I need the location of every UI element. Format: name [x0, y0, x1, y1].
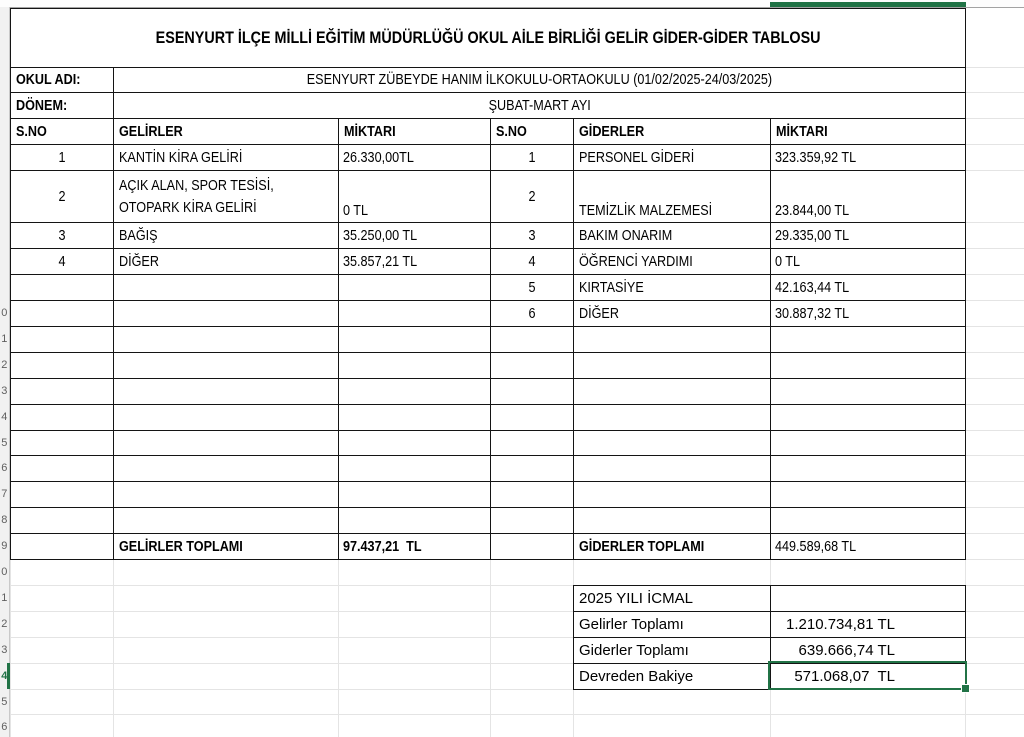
- income-total-label: GELİRLER TOPLAMI: [119, 538, 243, 555]
- empty-cell[interactable]: [11, 275, 114, 301]
- empty-cell[interactable]: [11, 405, 114, 431]
- empty-cell[interactable]: [11, 301, 114, 327]
- income-row-label[interactable]: [114, 249, 339, 275]
- empty-cell[interactable]: [114, 301, 339, 327]
- empty-cell[interactable]: [114, 275, 339, 301]
- summary-row-label: Giderler Toplamı: [579, 642, 689, 659]
- empty-cell[interactable]: [114, 327, 339, 353]
- empty-cell[interactable]: [574, 327, 771, 353]
- empty-cell[interactable]: [574, 508, 771, 534]
- expense-total-label-cell[interactable]: [574, 534, 771, 560]
- gridline: [10, 714, 1024, 715]
- summary-row-value: 639.666,74 TL: [798, 642, 895, 659]
- empty-cell[interactable]: [574, 431, 771, 456]
- empty-cell[interactable]: [11, 482, 114, 508]
- expense-row-no[interactable]: [491, 223, 574, 249]
- header-expense-sno[interactable]: [491, 119, 574, 145]
- empty-cell[interactable]: [339, 301, 491, 327]
- expense-amount: 42.163,44 TL: [775, 279, 850, 296]
- header-income-amount[interactable]: [339, 119, 491, 145]
- summary-row-label: Devreden Bakiye: [579, 668, 694, 685]
- empty-cell[interactable]: [339, 275, 491, 301]
- expense-total-amount: 449.589,68 TL: [775, 538, 857, 555]
- income-row-label[interactable]: [114, 223, 339, 249]
- empty-cell[interactable]: [771, 353, 966, 379]
- selected-row-indicator: [7, 663, 10, 689]
- expense-row-label[interactable]: [574, 301, 771, 327]
- empty-cell[interactable]: [771, 586, 966, 612]
- school-label-cell[interactable]: [11, 68, 114, 93]
- row-header-number[interactable]: 2: [1, 618, 7, 630]
- income-row-label[interactable]: [114, 171, 339, 223]
- expense-amount: 23.844,00 TL: [775, 203, 850, 219]
- income-total-label-cell[interactable]: [114, 534, 339, 560]
- empty-cell[interactable]: [574, 379, 771, 405]
- expense-row-no[interactable]: [491, 301, 574, 327]
- empty-cell[interactable]: [771, 405, 966, 431]
- expense-row-label[interactable]: [574, 223, 771, 249]
- income-label-line1: AÇIK ALAN, SPOR TESİSİ,: [119, 177, 274, 194]
- income-amount: 26.330,00TL: [343, 149, 414, 166]
- header-expense-amount-label: MİKTARI: [776, 123, 828, 140]
- empty-cell[interactable]: [11, 379, 114, 405]
- empty-cell[interactable]: [339, 405, 491, 431]
- header-expense-label: GİDERLER: [579, 123, 645, 140]
- expense-row-label[interactable]: [574, 145, 771, 171]
- income-row-amount[interactable]: [339, 171, 491, 223]
- main-table: [10, 8, 966, 560]
- selected-column-underline-indicator: [770, 2, 966, 7]
- expense-no: 4: [528, 253, 536, 270]
- expense-row-amount[interactable]: [771, 171, 966, 223]
- summary-row-label-cell[interactable]: [574, 664, 771, 690]
- header-income[interactable]: [114, 119, 339, 145]
- expense-row-amount[interactable]: [771, 275, 966, 301]
- table-title: ESENYURT İLÇE MİLLİ EĞİTİM MÜDÜRLÜĞÜ OKUL AİLE BİRLİĞİ GELİR GİDER-GİDER TABLOSU: [155, 28, 821, 47]
- row-header-number[interactable]: 2: [1, 359, 7, 371]
- empty-cell[interactable]: [491, 534, 574, 560]
- empty-cell[interactable]: [11, 431, 114, 456]
- empty-cell[interactable]: [339, 379, 491, 405]
- expense-no: 3: [528, 227, 536, 244]
- expense-label: DİĞER: [579, 305, 619, 322]
- row-header-number[interactable]: 5: [1, 696, 7, 708]
- expense-amount: 29.335,00 TL: [775, 227, 850, 244]
- empty-cell[interactable]: [491, 508, 574, 534]
- expense-no: 5: [528, 279, 536, 296]
- expense-row-label[interactable]: [574, 275, 771, 301]
- expense-row-no[interactable]: [491, 145, 574, 171]
- row-header-number[interactable]: 7: [1, 488, 7, 500]
- empty-cell[interactable]: [491, 482, 574, 508]
- row-header-number[interactable]: 5: [1, 437, 7, 449]
- row-header-number[interactable]: 4: [1, 670, 7, 682]
- income-label: KANTİN KİRA GELİRİ: [119, 149, 243, 166]
- row-header-number[interactable]: 1: [1, 333, 7, 345]
- income-row-no[interactable]: [11, 145, 114, 171]
- row-header-number[interactable]: 3: [1, 644, 7, 656]
- empty-cell[interactable]: [339, 482, 491, 508]
- empty-cell[interactable]: [114, 379, 339, 405]
- header-income-sno-label: S.NO: [16, 123, 47, 140]
- school-value-cell[interactable]: [114, 68, 966, 93]
- empty-cell[interactable]: [771, 379, 966, 405]
- expense-row-no[interactable]: [491, 249, 574, 275]
- empty-cell[interactable]: [574, 353, 771, 379]
- empty-cell[interactable]: [11, 353, 114, 379]
- summary-title: 2025 YILI İCMAL: [579, 590, 693, 607]
- expense-label: BAKIM ONARIM: [579, 227, 673, 244]
- expense-amount: 0 TL: [775, 253, 801, 270]
- income-amount: 35.857,21 TL: [343, 253, 418, 270]
- expense-label: ÖĞRENCİ YARDIMI: [579, 253, 693, 270]
- income-row-amount[interactable]: [339, 249, 491, 275]
- summary-row-value: 1.210.734,81 TL: [786, 616, 895, 633]
- school-label: OKUL ADI:: [16, 72, 81, 88]
- empty-cell[interactable]: [114, 405, 339, 431]
- expense-label: TEMİZLİK MALZEMESİ: [579, 203, 713, 219]
- row-header-number[interactable]: 3: [1, 385, 7, 397]
- header-expense[interactable]: [574, 119, 771, 145]
- empty-cell[interactable]: [771, 456, 966, 482]
- income-row-amount[interactable]: [339, 223, 491, 249]
- income-label-line2: OTOPARK KİRA GELİRİ: [119, 199, 257, 216]
- row-header-number[interactable]: 9: [1, 540, 7, 552]
- empty-cell[interactable]: [339, 431, 491, 456]
- expense-label: PERSONEL GİDERİ: [579, 149, 695, 166]
- empty-cell[interactable]: [339, 353, 491, 379]
- empty-cell[interactable]: [11, 534, 114, 560]
- empty-cell[interactable]: [771, 327, 966, 353]
- row-header-number[interactable]: 4: [1, 411, 7, 423]
- expense-row-amount[interactable]: [771, 301, 966, 327]
- empty-cell[interactable]: [11, 456, 114, 482]
- expense-row-amount[interactable]: [771, 223, 966, 249]
- income-row-no[interactable]: [11, 171, 114, 223]
- empty-cell[interactable]: [491, 405, 574, 431]
- empty-cell[interactable]: [491, 327, 574, 353]
- expense-row-amount[interactable]: [771, 249, 966, 275]
- income-label: BAĞIŞ: [119, 227, 158, 244]
- expense-amount: 30.887,32 TL: [775, 305, 850, 322]
- expense-total-amount-cell[interactable]: [771, 534, 966, 560]
- empty-cell[interactable]: [491, 431, 574, 456]
- income-amount: 35.250,00 TL: [343, 227, 418, 244]
- income-row-no[interactable]: [11, 223, 114, 249]
- income-label: DİĞER: [119, 253, 159, 270]
- summary-row-value: 571.068,07 TL: [794, 668, 895, 685]
- expense-row-amount[interactable]: [771, 145, 966, 171]
- row-header-strip[interactable]: [0, 7, 10, 737]
- period-value-cell[interactable]: [114, 93, 966, 119]
- expense-label: KIRTASİYE: [579, 279, 644, 296]
- empty-cell[interactable]: [574, 405, 771, 431]
- fill-handle[interactable]: [961, 684, 970, 693]
- summary-row-label: Gelirler Toplamı: [579, 616, 684, 633]
- income-no: 4: [58, 253, 66, 270]
- expense-no: 6: [528, 305, 536, 322]
- selected-cell-outline: [768, 661, 967, 690]
- summary-row-value-cell[interactable]: [771, 612, 966, 638]
- header-income-amount-label: MİKTARI: [344, 123, 396, 140]
- expense-no: 2: [528, 188, 536, 205]
- empty-cell[interactable]: [771, 482, 966, 508]
- empty-cell[interactable]: [491, 379, 574, 405]
- empty-cell[interactable]: [11, 508, 114, 534]
- period-value: ŞUBAT-MART AYI: [488, 97, 591, 114]
- row-header-number[interactable]: 8: [1, 514, 7, 526]
- expense-row-label[interactable]: [574, 249, 771, 275]
- row-header-number[interactable]: 0: [1, 307, 7, 319]
- income-row-no[interactable]: [11, 249, 114, 275]
- expense-row-label[interactable]: [574, 171, 771, 223]
- empty-cell[interactable]: [114, 456, 339, 482]
- expense-row-no[interactable]: [491, 275, 574, 301]
- row-header-number[interactable]: 6: [1, 721, 7, 733]
- income-row-amount[interactable]: [339, 145, 491, 171]
- income-total-amount-cell[interactable]: [339, 534, 491, 560]
- expense-total-label: GİDERLER TOPLAMI: [579, 538, 705, 555]
- empty-cell[interactable]: [114, 431, 339, 456]
- empty-cell[interactable]: [574, 456, 771, 482]
- header-income-sno[interactable]: [11, 119, 114, 145]
- summary-row-label-cell[interactable]: [574, 638, 771, 664]
- row-header-number[interactable]: 6: [1, 462, 7, 474]
- empty-cell[interactable]: [339, 456, 491, 482]
- income-total-amount: 97.437,21 TL: [343, 538, 422, 555]
- header-expense-amount[interactable]: [771, 119, 966, 145]
- header-expense-sno-label: S.NO: [496, 123, 527, 140]
- expense-amount: 323.359,92 TL: [775, 149, 857, 166]
- expense-no: 1: [528, 149, 536, 166]
- summary-title-cell[interactable]: [574, 586, 771, 612]
- income-no: 2: [58, 188, 66, 205]
- school-value: ESENYURT ZÜBEYDE HANIM İLKOKULU-ORTAOKULU (01/02/2025-24/03/2025): [306, 72, 773, 88]
- empty-cell[interactable]: [339, 327, 491, 353]
- income-amount: 0 TL: [343, 203, 369, 219]
- period-label-cell[interactable]: [11, 93, 114, 119]
- income-row-label[interactable]: [114, 145, 339, 171]
- header-income-label: GELİRLER: [119, 123, 183, 140]
- period-label: DÖNEM:: [16, 97, 68, 114]
- summary-row-label-cell[interactable]: [574, 612, 771, 638]
- empty-cell[interactable]: [114, 353, 339, 379]
- expense-row-no[interactable]: [491, 171, 574, 223]
- empty-cell[interactable]: [114, 508, 339, 534]
- empty-cell[interactable]: [771, 508, 966, 534]
- row-header-number[interactable]: 0: [1, 566, 7, 578]
- empty-cell[interactable]: [771, 431, 966, 456]
- empty-cell[interactable]: [491, 456, 574, 482]
- income-no: 1: [58, 149, 66, 166]
- empty-cell[interactable]: [574, 482, 771, 508]
- empty-cell[interactable]: [114, 482, 339, 508]
- empty-cell[interactable]: [491, 353, 574, 379]
- table-title-cell[interactable]: [11, 9, 966, 68]
- income-no: 3: [58, 227, 66, 244]
- empty-cell[interactable]: [339, 508, 491, 534]
- row-header-number[interactable]: 1: [1, 592, 7, 604]
- column-header-strip[interactable]: [0, 0, 1024, 8]
- empty-cell[interactable]: [11, 327, 114, 353]
